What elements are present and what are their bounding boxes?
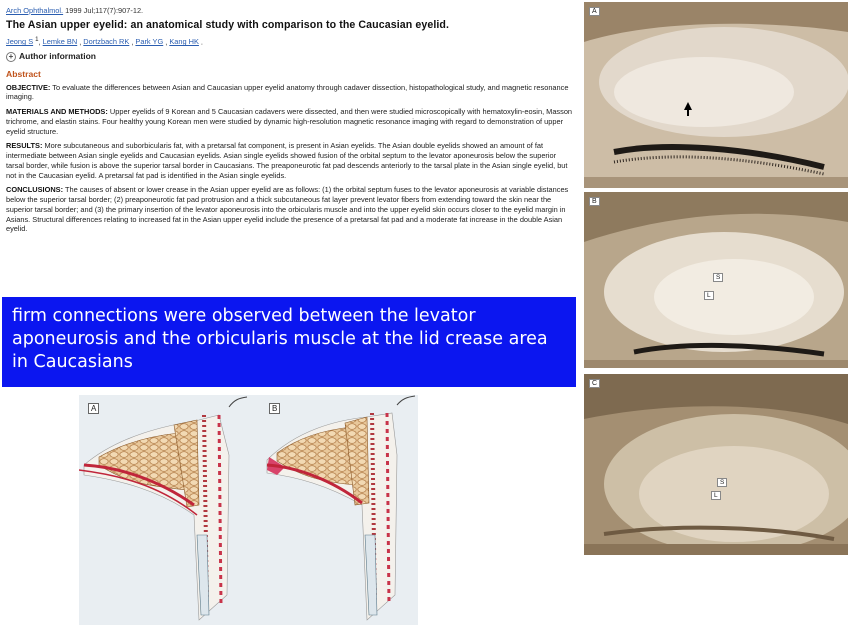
author-info-label: Author information <box>19 50 96 61</box>
author-link[interactable]: Dortzbach RK <box>83 37 130 47</box>
dissection-photo-c <box>584 374 848 555</box>
photo-c-marker-l: L <box>711 491 721 500</box>
section-text: Upper eyelids of 9 Korean and 5 Caucasian cadavers were dissected, and then were studied microscopically with hematoxylin-eosin, Masson trichrome, and elastin stains. Four healthy young Korean men were studied by dynamic high-resolution magnetic resonance imaging with regard to demonstration of upper eyelid structure. <box>6 107 573 136</box>
expand-plus-icon: + <box>6 52 16 62</box>
author-info-toggle[interactable] <box>6 51 576 62</box>
photo-b-marker-l: L <box>704 291 714 300</box>
photo-c-label: C <box>589 379 600 388</box>
dissection-photo-column <box>584 2 848 555</box>
abstract-section-methods <box>6 107 576 136</box>
callout-box <box>2 297 576 387</box>
journal-link[interactable]: Arch Ophthalmol. <box>6 6 64 15</box>
section-label: RESULTS: <box>6 141 43 151</box>
dissection-photo-b <box>584 192 848 368</box>
author-list: Jeong S $^1$, Lemke BN , Dortzbach RK , Park YG , Kang HK . <box>6 35 203 47</box>
diagram-panel-b <box>267 396 415 620</box>
author-link[interactable]: Lemke BN <box>42 37 78 47</box>
dissection-photo-a <box>584 2 848 188</box>
diagram-label-a: A <box>88 403 99 414</box>
article-title: The Asian upper eyelid: an anatomical study with comparison to the Caucasian eyelid. <box>6 18 450 31</box>
diagram-label-b: B <box>269 403 280 414</box>
section-text: The causes of absent or lower crease in the Asian upper eyelid are as follows: (1) the orbital septum fuses to the levator aponeurosis at variable distances below the superior tarsal border; (2) preaponeurotic fat pad protrusion and a thick subcutaneous fat layer prevent levator fibers from extending toward the skin near the superior tarsal border; and (3) the primary insertion of the levator aponeurosis into the orbicularis muscle and into the upper eyelid skin occurs closer to the eyelid margin in Asians. Structural differences relating to increased fat in the Asian upper eyelid include the presence of a pretarsal fat pad and a moderate fat increase in the double Asian eyelid. <box>6 185 569 234</box>
section-text: More subcutaneous and suborbicularis fat, with a pretarsal fat component, is present in Asian eyelids. The Asian double eyelids showed an amount of fat intermediate between Asian single eyelids and Caucasian eyelids. Asian single eyelids showed fusion of the orbital septum to the levator aponeurosis below the superior tarsal border, while fusion is above the superior tarsal border in Caucasians. The preaponeurotic fat pad descends anteriorly to the tarsal plate in the Asian single eyelid, but not in the Caucasian eyelid. A pretarsal fat pad is identified in the Asian single eyelids. <box>6 141 568 180</box>
diagram-panel-a <box>79 397 247 620</box>
abstract-section-results <box>6 141 576 180</box>
abstract-section-objective <box>6 83 576 103</box>
citation <box>6 6 576 16</box>
abstract-panel <box>6 6 576 239</box>
author-link[interactable]: Kang HK <box>169 37 199 47</box>
photo-c-image <box>584 374 848 555</box>
photo-a-label: A <box>589 7 600 16</box>
photo-b-marker-s: S <box>713 273 723 282</box>
diagram-illustration <box>79 395 418 625</box>
eyelid-cross-section-diagram <box>79 395 418 625</box>
abstract-section-conclusions <box>6 185 576 234</box>
author-link[interactable]: Park YG <box>135 37 164 47</box>
section-label: MATERIALS AND METHODS: <box>6 107 108 117</box>
photo-a-image <box>584 2 848 188</box>
citation-details: 1999 Jul;117(7):907-12. <box>65 6 144 15</box>
photo-c-marker-s: S <box>717 478 727 487</box>
author-link[interactable]: Jeong S <box>6 37 34 47</box>
abstract-heading: Abstract <box>6 69 41 80</box>
photo-b-label: B <box>589 197 600 206</box>
section-label: CONCLUSIONS: <box>6 185 64 195</box>
callout-text: firm connections were observed between the levator aponeurosis and the orbicularis muscle at the lid crease area in Caucasians <box>12 306 548 373</box>
section-text: To evaluate the differences between Asian and Caucasian upper eyelid anatomy through cadaver dissection, histopathological study, and magnetic resonance imaging. <box>6 82 569 102</box>
section-label: OBJECTIVE: <box>6 82 51 92</box>
